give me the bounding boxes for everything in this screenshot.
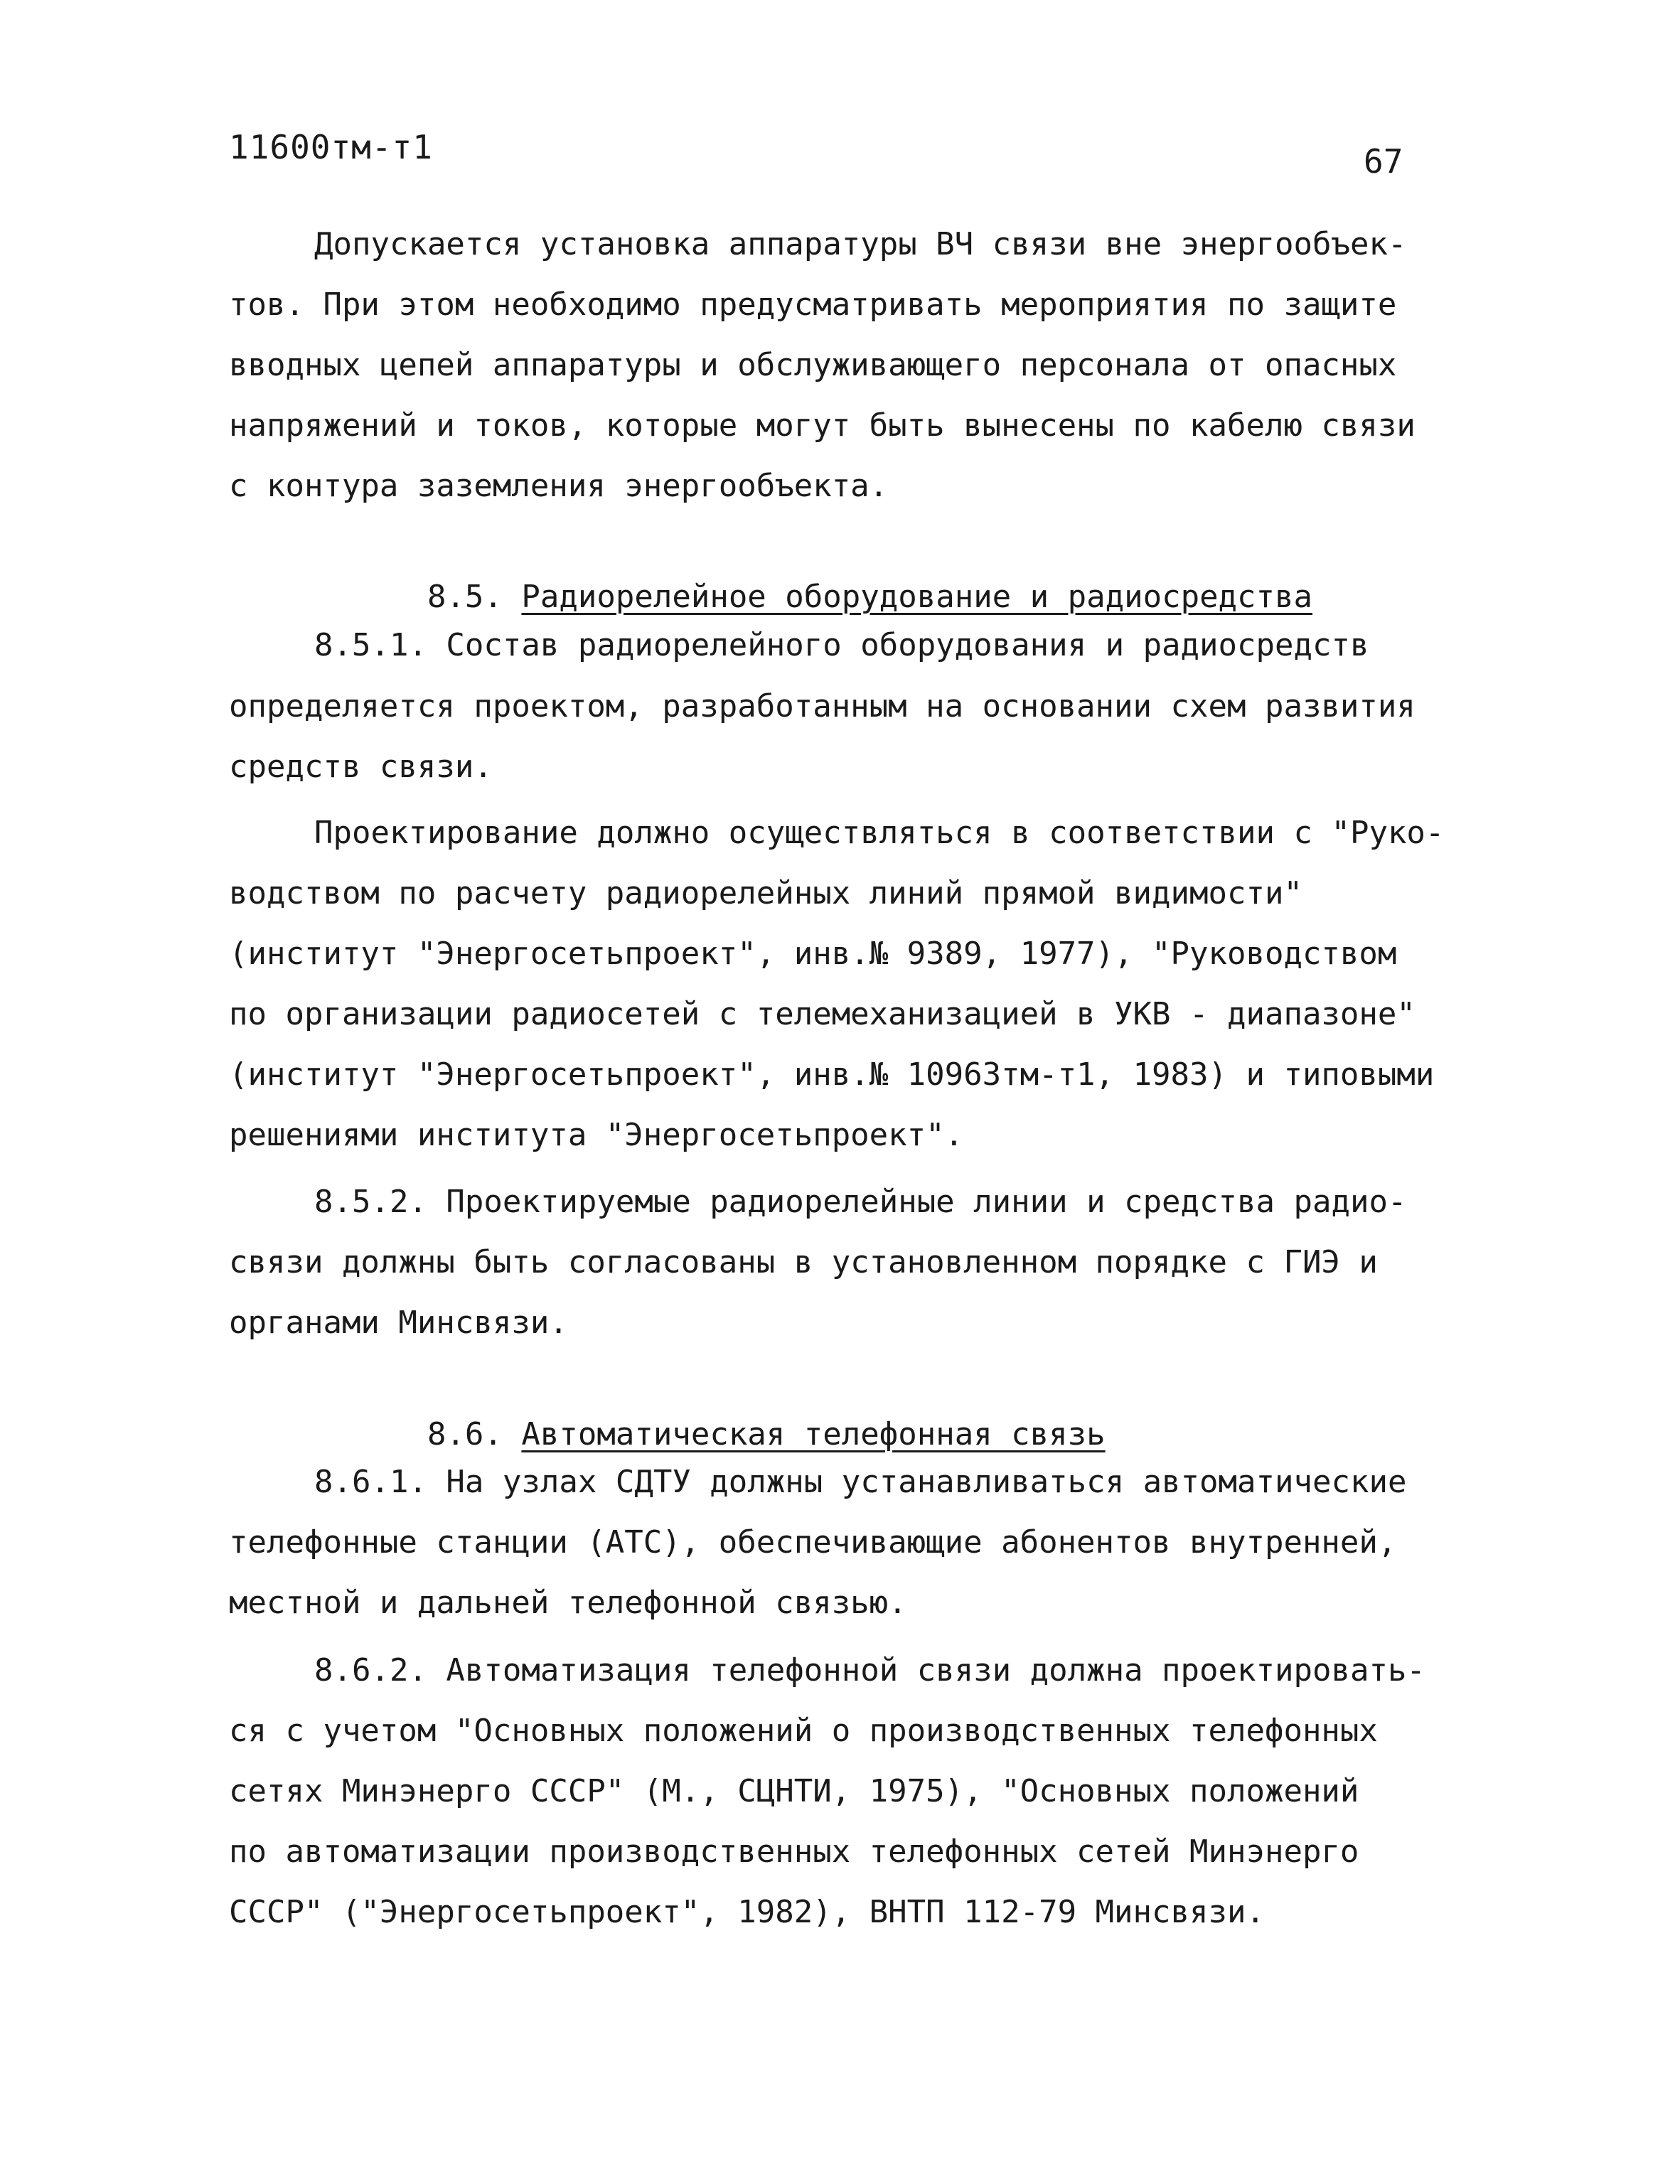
document-code: 11600тм-т1	[229, 128, 433, 166]
paragraph-line: тов. При этом необходимо предусматривать мероприятия по защите	[229, 287, 1397, 323]
paragraph-line: (институт "Энергосетьпроект", инв.№ 9389, 1977), "Руководством	[229, 936, 1397, 972]
paragraph-line: связи должны быть согласованы в установленном порядке с ГИЭ и	[229, 1244, 1378, 1280]
paragraph-line: 8.5.2. Проектируемые радиорелейные линии и средства радио-	[314, 1184, 1407, 1220]
paragraph-line: Допускается установка аппаратуры ВЧ связи вне энергообъек-	[314, 226, 1407, 262]
paragraph-line: определяется проектом, разработанным на основании схем развития	[229, 688, 1416, 724]
section-title: Радиорелейное оборудование и радиосредства	[521, 579, 1313, 615]
paragraph-line: средств связи.	[229, 749, 493, 785]
paragraph-line: ся с учетом "Основных положений о производственных телефонных	[229, 1713, 1378, 1749]
paragraph-line: органами Минсвязи.	[229, 1305, 568, 1341]
paragraph-line: (институт "Энергосетьпроект", инв.№ 10963тм-т1, 1983) и типовыми	[229, 1056, 1435, 1093]
paragraph-line: 8.5.1. Состав радиорелейного оборудования и радиосредств	[314, 627, 1369, 663]
paragraph-line: местной и дальней телефонной связью.	[229, 1585, 907, 1621]
paragraph-line: решениями института "Энергосетьпроект".	[229, 1117, 964, 1153]
section-title: Автоматическая телефонная связь	[521, 1416, 1106, 1452]
paragraph-line: по организации радиосетей с телемеханизацией в УКВ - диапазоне"	[229, 996, 1416, 1032]
paragraph-line: сетях Минэнерго СССР" (М., СЦНТИ, 1975), "Основных положений	[229, 1773, 1359, 1809]
paragraph-line: Проектирование должно осуществляться в соответствии с "Руко-	[314, 815, 1445, 851]
paragraph-line: телефонные станции (АТС), обеспечивающие абонентов внутренней,	[229, 1524, 1397, 1561]
paragraph-line: вводных цепей аппаратуры и обслуживающего персонала от опасных	[229, 347, 1397, 383]
paragraph-line: водством по расчету радиорелейных линий прямой видимости"	[229, 875, 1302, 911]
paragraph-line: напряжений и токов, которые могут быть вынесены по кабелю связи	[229, 407, 1416, 444]
paragraph-line: СССР" ("Энергосетьпроект", 1982), ВНТП 112-79 Минсвязи.	[229, 1894, 1265, 1930]
paragraph-line: по автоматизации производственных телефонных сетей Минэнерго	[229, 1834, 1359, 1870]
section-number: 8.5.	[427, 579, 503, 615]
page-number: 67	[1364, 142, 1403, 181]
paragraph-line: с контура заземления энергообъекта.	[229, 468, 889, 504]
section-number: 8.6.	[427, 1416, 503, 1452]
paragraph-line: 8.6.1. На узлах СДТУ должны устанавливаться автоматические	[314, 1464, 1407, 1500]
paragraph-line: 8.6.2. Автоматизация телефонной связи должна проектировать-	[314, 1652, 1425, 1688]
